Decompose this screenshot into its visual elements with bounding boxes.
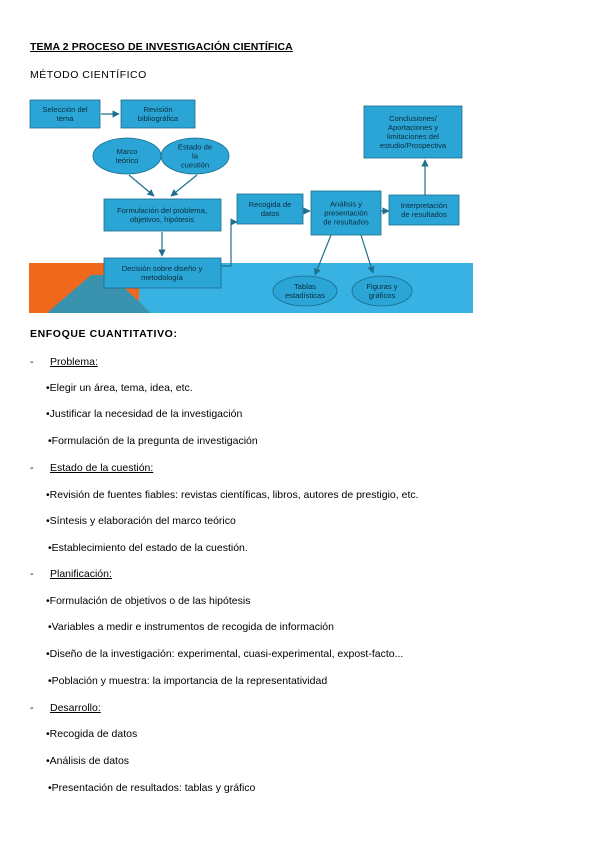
group-heading-desarrollo (30, 702, 101, 714)
heading-label: Planificación: (50, 568, 112, 580)
label-estado: Estado de la cuestión (177, 142, 213, 170)
list-item: •Diseño de la investigación: experimental, cuasi-experimental, expost-facto... (46, 648, 404, 660)
list-item: •Análisis de datos (46, 755, 130, 767)
list-item: •Justificar la necesidad de la investigación (46, 408, 243, 420)
label-marco: Marco teórico (115, 147, 139, 166)
dash: - (30, 356, 34, 368)
label-conclusiones: Conclusiones/ Aportaciones y limitaciones del estudio/Prospectiva (379, 114, 447, 151)
dash: - (30, 462, 34, 474)
section-title: ENFOQUE CUANTITATIVO: (30, 328, 178, 340)
label-interpretacion: Interpretación de resultados (400, 201, 448, 220)
list-item: •Síntesis y elaboración del marco teórico (46, 515, 236, 527)
dash: - (30, 568, 34, 580)
list-item: •Revisión de fuentes fiables: revistas científicas, libros, autores de prestigio, etc. (46, 489, 419, 501)
document-title: TEMA 2 PROCESO DE INVESTIGACIÓN CIENTÍFICA (30, 41, 293, 53)
dash: - (30, 702, 34, 714)
heading-label: Estado de la cuestión: (50, 462, 154, 474)
list-item: •Población y muestra: la importancia de la representatividad (48, 675, 328, 687)
heading-label: Problema: (50, 356, 98, 368)
list-item: •Presentación de resultados: tablas y gráfico (48, 782, 256, 794)
scientific-method-diagram (29, 95, 473, 313)
label-decision: Decisión sobre diseño y metodología (121, 264, 203, 283)
heading-label: Desarrollo: (50, 702, 101, 714)
arrow-decision-recogida (221, 222, 237, 266)
label-figuras: Figuras y gráficos (366, 282, 398, 301)
list-item: •Formulación de la pregunta de investigación (48, 435, 258, 447)
list-item: •Elegir un área, tema, idea, etc. (46, 382, 193, 394)
arrow-marco-formulacion (129, 175, 154, 196)
arrow-estado-formulacion (171, 175, 197, 196)
diagram-heading: MÉTODO CIENTÍFICO (30, 69, 147, 81)
group-heading-estado (30, 462, 153, 474)
label-tablas: Tablas estadísticas (284, 282, 326, 301)
label-formulacion: Formulación del problema, objetivos, hipótesis (117, 206, 207, 225)
list-item: •Variables a medir e instrumentos de recogida de información (48, 621, 334, 633)
list-item: •Establecimiento del estado de la cuestión. (48, 542, 248, 554)
label-analisis: Análisis y presentación de resultados (323, 199, 369, 227)
label-recogida: Recogida de datos (248, 200, 292, 219)
label-revision: Revisión bibliográfica (137, 105, 179, 124)
group-heading-problema (30, 356, 98, 368)
list-item: •Recogida de datos (46, 728, 138, 740)
list-item: •Formulación de objetivos o de las hipótesis (46, 595, 251, 607)
label-seleccion: Selección del tema (42, 105, 88, 124)
group-heading-planificacion (30, 568, 112, 580)
